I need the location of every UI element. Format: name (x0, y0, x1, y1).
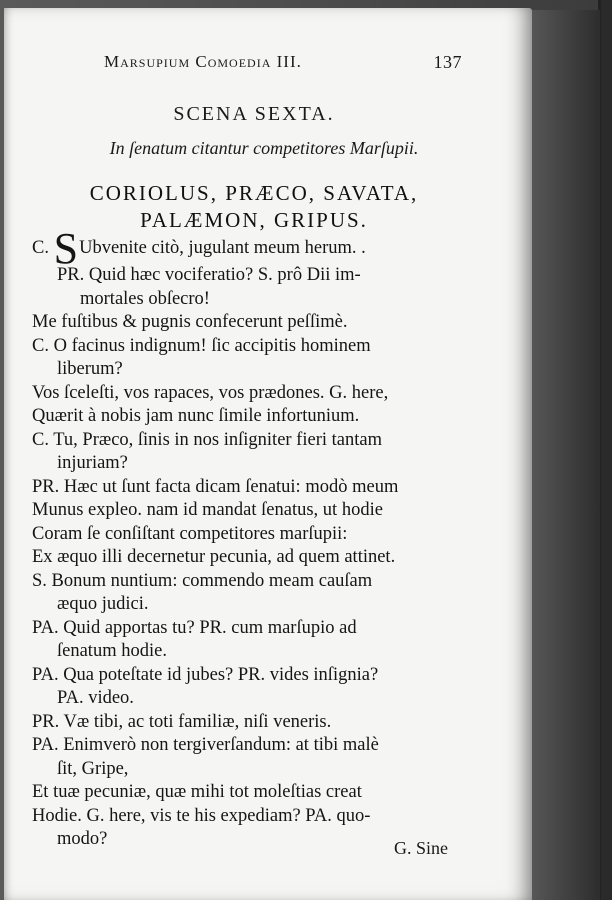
text-line: PR. Quid hæc vociferatio? S. prô Dii im- (57, 265, 361, 285)
text-line: ſit, Gripe, (57, 758, 129, 779)
text-line: PA. Qua poteſtate id jubes? PR. vides inſignia? (32, 664, 379, 685)
text-line: C. O facinus indignum! ſic accipitis hominem (32, 335, 371, 356)
personae-line: CORIOLUS, PRÆCO, SAVATA, (89, 181, 419, 205)
text-line: Me fuſtibus & pugnis confecerunt peſſimè. (32, 312, 348, 332)
text-line: PR. Væ tibi, ac toti familiæ, niſi veneris. (32, 711, 332, 732)
text-line: Munus expleo. nam id mandat ſenatus, ut hodie (32, 500, 383, 520)
dropcap-rest: Ubvenite citò, jugulant meum herum. . (79, 238, 366, 258)
text-line: Ex æquo illi decernetur pecunia, ad quem attinet. (32, 547, 396, 567)
text-line: Vos ſceleſti, vos rapaces, vos prædones. G. here, (32, 382, 389, 403)
stage-direction: In ſenatum citantur competitores Marſupii. (109, 138, 419, 158)
dropcap-letter: S (53, 224, 79, 273)
text-line: liberum? (57, 359, 123, 379)
text-line: Hodie. G. here, vis te his expediam? PA. quo- (32, 805, 371, 826)
running-header (104, 52, 484, 72)
scene-title: SCENA SEXTA. (173, 103, 335, 125)
book-page (4, 8, 532, 900)
book-binding (520, 10, 600, 900)
page-number: 137 (433, 52, 462, 72)
catchword: G. Sine (394, 838, 448, 858)
text-line: Et tuæ pecuniæ, quæ mihi tot moleſtias creat (32, 782, 362, 802)
text-line: ſenatum hodie. (57, 641, 167, 661)
text-line: modo? (57, 829, 108, 849)
text-line: PR. Hæc ut ſunt facta dicam ſenatui: modò meum (32, 476, 399, 497)
text-line: injuriam? (57, 453, 128, 473)
text-line: Quærit à nobis jam nunc ſimile infortunium. (32, 406, 360, 426)
text-line: PA. Quid apportas tu? PR. cum marſupio ad (32, 617, 357, 638)
personae-line: PALÆMON, GRIPUS. (140, 208, 368, 232)
text-line: C. Tu, Præco, ſinis in nos inſigniter fieri tantam (32, 429, 382, 450)
text-line: S. Bonum nuntium: commendo meam cauſam (32, 570, 373, 591)
dialogue-text (32, 224, 502, 852)
dropcap-prefix: C. (32, 238, 54, 258)
text-line: PA. Enimverò non tergiverſandum: at tibi malè (32, 735, 379, 755)
text-line: Coram ſe conſiſtant competitores marſupii: (32, 523, 348, 544)
running-title: Marsupium Comoedia III. (104, 52, 302, 71)
text-line: æquo judici. (57, 594, 149, 614)
text-line-first (32, 224, 502, 273)
text-line: PA. video. (57, 688, 134, 708)
dramatis-personae (4, 180, 504, 234)
text-line: mortales obſecro! (80, 288, 210, 309)
